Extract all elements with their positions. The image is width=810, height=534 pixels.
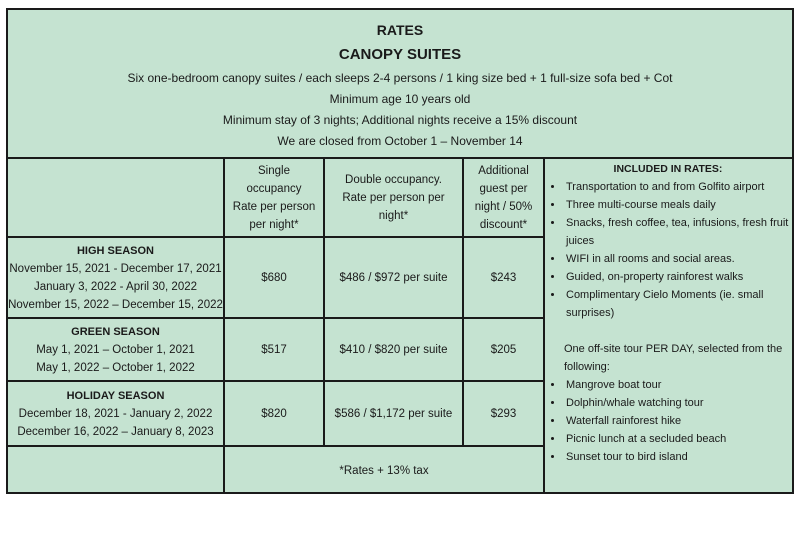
list-item: • Three multi-course meals daily: [564, 196, 790, 214]
rates-header: [8, 10, 792, 159]
rates-title: RATES: [376, 22, 424, 38]
tax-footnote: *Rates + 13% tax: [339, 464, 429, 477]
list-item: • Sunset tour to bird island: [564, 448, 790, 466]
rates-table: [6, 8, 794, 494]
column-divider: [543, 157, 545, 494]
holiday-season-additional-rate: $293: [490, 407, 517, 420]
list-item: • Mangrove boat tour: [564, 376, 790, 394]
list-item: • Picnic lunch at a secluded beach: [564, 430, 790, 448]
double-occupancy-header: Double occupancy. Rate per person per night*: [342, 173, 445, 222]
green-season-additional-rate: $205: [490, 343, 517, 356]
single-occupancy-header: Single occupancy Rate per person per night*: [232, 164, 316, 231]
tours-intro: One off-site tour PER DAY, selected from the following:: [564, 343, 783, 373]
tours-list: [546, 376, 790, 466]
list-item: • Guided, on-property rainforest walks: [564, 268, 790, 286]
suite-description: Six one-bedroom canopy suites / each sleeps 2-4 persons / 1 king size bed + 1 full-size sofa bed + Cot: [127, 71, 673, 85]
holiday-season-single-rate: $820: [261, 407, 287, 420]
list-item: • Transportation to and from Golfito airport: [564, 178, 790, 196]
included-title: INCLUDED IN RATES:: [613, 163, 723, 175]
list-item: • Waterfall rainforest hike: [564, 412, 790, 430]
list-item: • Dolphin/whale watching tour: [564, 394, 790, 412]
suite-type-title: CANOPY SUITES: [338, 46, 462, 63]
holiday-season-label: HOLIDAY SEASON December 18, 2021 - January 2, 2022 December 16, 2022 – January 8, 2023: [17, 389, 214, 438]
high-season-label: HIGH SEASON November 15, 2021 - December 17, 2021 January 3, 2022 - April 30, 2022 November 15, 2022 – December 15, 2022: [8, 244, 223, 311]
green-season-label: GREEN SEASON May 1, 2021 – October 1, 2021 May 1, 2022 – October 1, 2022: [36, 325, 195, 374]
list-item: • WIFI in all rooms and social areas.: [564, 250, 790, 268]
list-item: • Snacks, fresh coffee, tea, infusions, fresh fruit juices: [564, 214, 790, 250]
list-item: • Complimentary Cielo Moments (ie. small surprises): [564, 286, 790, 322]
closed-dates: We are closed from October 1 – November 14: [277, 134, 523, 148]
high-season-double-rate: $486 / $972 per suite: [339, 271, 448, 284]
minimum-stay: Minimum stay of 3 nights; Additional nights receive a 15% discount: [222, 113, 578, 127]
green-season-single-rate: $517: [261, 343, 287, 356]
high-season-single-rate: $680: [261, 271, 287, 284]
included-list: [546, 178, 790, 322]
included-in-rates: [546, 160, 790, 466]
holiday-season-double-rate: $586 / $1,172 per suite: [334, 407, 453, 420]
green-season-double-rate: $410 / $820 per suite: [339, 343, 448, 356]
high-season-additional-rate: $243: [490, 271, 517, 284]
additional-guest-header: Additional guest per night / 50% discount*: [474, 164, 533, 231]
minimum-age: Minimum age 10 years old: [329, 92, 471, 106]
